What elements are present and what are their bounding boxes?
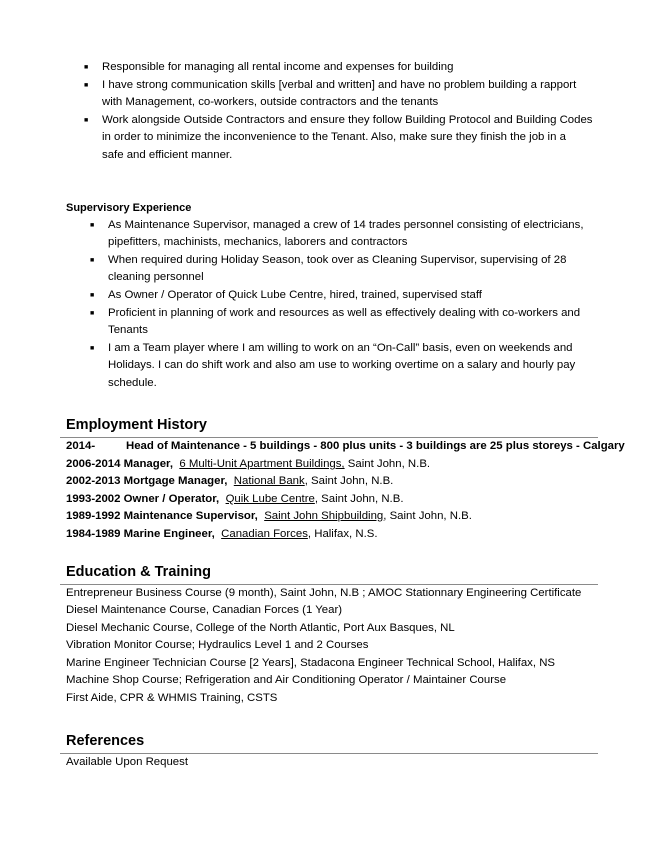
- education-item: Marine Engineer Technician Course [2 Years], Stadacona Engineer Technical School, Halifax, NS: [66, 657, 556, 669]
- employment-years-title: 2002-2013 Mortgage Manager,: [66, 475, 228, 487]
- employment-history-heading: Employment History: [66, 417, 207, 433]
- employment-years-title: 1984-1989 Marine Engineer,: [66, 528, 215, 540]
- employment-years-title: 2006-2014 Manager,: [66, 458, 174, 470]
- education-item: Entrepreneur Business Course (9 month), Saint John, N.B ; AMOC Stationnary Engineering Certificate: [66, 587, 582, 599]
- education-item: Vibration Monitor Course; Hydraulics Level 1 and 2 Courses: [66, 639, 369, 651]
- list-item-continuation: with Management, co-workers, outside contractors and the tenants: [102, 96, 439, 108]
- employer-name: National Bank: [233, 475, 305, 487]
- bullet-icon: ■: [90, 345, 95, 352]
- list-item: Responsible for managing all rental income and expenses for building: [102, 61, 454, 73]
- list-item-continuation: Tenants: [108, 324, 148, 336]
- list-item-continuation: schedule.: [108, 377, 157, 389]
- employer-name: Quik Lube Centre: [225, 493, 315, 505]
- education-item: Machine Shop Course; Refrigeration and Air Conditioning Operator / Maintainer Course: [66, 674, 507, 686]
- bullet-icon: ■: [84, 64, 89, 71]
- bullet-icon: ■: [90, 310, 95, 317]
- list-item: I am a Team player where I am willing to work on an “On-Call” basis, even on weekends and: [108, 342, 573, 354]
- employment-row: [66, 456, 430, 474]
- employment-row: [66, 491, 403, 509]
- list-item: As Owner / Operator of Quick Lube Centre, hired, trained, supervised staff: [108, 289, 482, 301]
- employment-row: [66, 526, 378, 544]
- employer-name: Canadian Forces: [221, 528, 308, 540]
- bullet-icon: ■: [84, 117, 89, 124]
- list-item: As Maintenance Supervisor, managed a crew of 14 trades personnel consisting of electricians,: [108, 219, 584, 231]
- bullet-icon: ■: [84, 82, 89, 89]
- education-item: Diesel Maintenance Course, Canadian Forces (1 Year): [66, 604, 343, 616]
- bullet-icon: ■: [90, 292, 95, 299]
- employer-name: 6 Multi-Unit Apartment Buildings,: [179, 458, 345, 470]
- list-item-continuation: safe and efficient manner.: [102, 149, 233, 161]
- list-item: I have strong communication skills [verbal and written] and have no problem building a rapport: [102, 79, 577, 91]
- employment-row-current-years: 2014-: [66, 440, 96, 452]
- references-text: Available Upon Request: [66, 756, 189, 768]
- employment-location: , Saint John, N.B.: [383, 510, 472, 522]
- employer-name: Saint John Shipbuilding: [264, 510, 384, 522]
- employment-row-current-role: Head of Maintenance - 5 buildings - 800 plus units - 3 buildings are 25 plus storeys - Calgary: [126, 440, 625, 452]
- employment-location: , Halifax, N.S.: [307, 528, 378, 540]
- list-item-continuation: pipefitters, machinists, mechanics, laborers and contractors: [108, 236, 408, 248]
- education-item: First Aide, CPR & WHMIS Training, CSTS: [66, 692, 278, 704]
- list-item: Proficient in planning of work and resources as well as effectively dealing with co-workers and: [108, 307, 581, 319]
- employment-location: , Saint John, N.B.: [314, 493, 404, 505]
- employment-location: Saint John, N.B.: [344, 458, 431, 470]
- list-item: When required during Holiday Season, took over as Cleaning Supervisor, supervising of 28: [108, 254, 567, 266]
- references-heading: References: [66, 733, 145, 749]
- employment-location: , Saint John, N.B.: [304, 475, 394, 487]
- employment-row: [66, 473, 393, 491]
- education-training-heading: Education & Training: [66, 564, 212, 580]
- list-item-continuation: cleaning personnel: [108, 271, 204, 283]
- employment-years-title: 1993-2002 Owner / Operator,: [66, 493, 220, 505]
- bullet-icon: ■: [90, 222, 95, 229]
- employment-years-title: 1989-1992 Maintenance Supervisor,: [66, 510, 258, 522]
- bullet-icon: ■: [90, 257, 95, 264]
- list-item: Work alongside Outside Contractors and ensure they follow Building Protocol and Building Codes: [102, 114, 593, 126]
- education-item: Diesel Mechanic Course, College of the North Atlantic, Port Aux Basques, NL: [66, 622, 455, 634]
- list-item-continuation: Holidays. I can do shift work and also am use to working overtime on a salary and hourly pay: [108, 359, 576, 371]
- supervisory-experience-heading: Supervisory Experience: [66, 202, 192, 214]
- list-item-continuation: in order to minimize the inconvenience to the Tenant. Also, make sure they finish the job in a: [102, 131, 566, 143]
- employment-row: [66, 508, 472, 526]
